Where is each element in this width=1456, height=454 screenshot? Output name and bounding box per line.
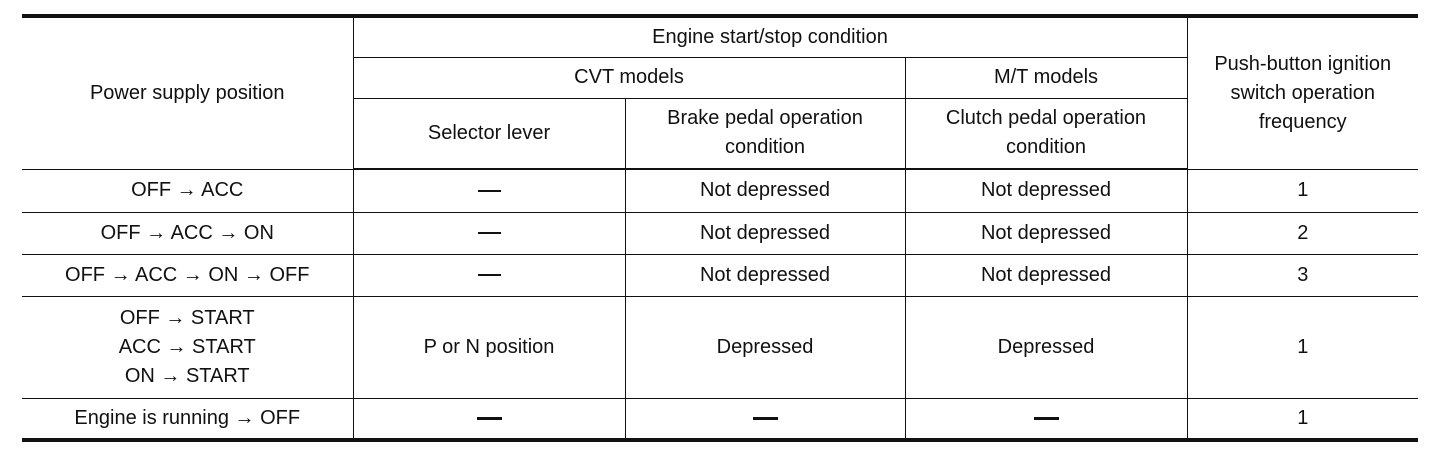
- position-line: Engine is running → OFF: [74, 406, 301, 429]
- cell-brake-pedal: Not depressed: [625, 254, 905, 296]
- table-row: [22, 169, 1418, 212]
- ignition-operation-table: [22, 14, 1418, 442]
- dash-mark: [478, 232, 501, 234]
- header-clutch-pedal-line-2: condition: [1005, 136, 1087, 159]
- cell-power-supply-position: [22, 296, 353, 398]
- header-engine-condition: Engine start/stop condition: [353, 16, 1187, 57]
- cell-frequency: 3: [1187, 254, 1418, 296]
- cell-clutch-pedal: Not depressed: [905, 212, 1187, 254]
- cell-clutch-pedal: Depressed: [905, 296, 1187, 398]
- position-line: OFF → ACC: [131, 179, 244, 201]
- cell-power-supply-position: [22, 254, 353, 296]
- cell-clutch-pedal: Not depressed: [905, 254, 1187, 296]
- cell-power-supply-position: [22, 398, 353, 440]
- dash-mark: [477, 417, 502, 420]
- header-frequency: [1187, 16, 1418, 169]
- position-line: ON → START: [124, 364, 250, 387]
- cell-frequency: 2: [1187, 212, 1418, 254]
- header-cvt-models: CVT models: [353, 57, 905, 98]
- cell-brake-pedal: Not depressed: [625, 212, 905, 254]
- header-mt-models: M/T models: [905, 57, 1187, 98]
- table-header: [22, 16, 1418, 169]
- ignition-operation-table-container: [22, 14, 1418, 442]
- table-row: [22, 296, 1418, 398]
- header-frequency-line-1: Push-button ignition: [1214, 52, 1392, 75]
- cell-frequency: 1: [1187, 169, 1418, 212]
- header-brake-pedal-line-1: Brake pedal operation: [667, 107, 863, 130]
- cell-power-supply-position: [22, 212, 353, 254]
- header-row-1: [22, 16, 1418, 57]
- table-body: [22, 169, 1418, 440]
- cell-selector-lever: [353, 254, 625, 296]
- table-row: [22, 254, 1418, 296]
- dash-mark: [478, 190, 501, 192]
- header-frequency-line-3: frequency: [1258, 110, 1347, 133]
- cell-selector-lever: [353, 212, 625, 254]
- cell-brake-pedal: [625, 398, 905, 440]
- cell-frequency: 1: [1187, 398, 1418, 440]
- dash-mark: [478, 274, 501, 276]
- cell-clutch-pedal: [905, 398, 1187, 440]
- header-power-supply-position: Power supply position: [22, 16, 353, 169]
- cell-selector-lever: [353, 398, 625, 440]
- header-brake-pedal: [625, 98, 905, 169]
- table-row: [22, 398, 1418, 440]
- cell-brake-pedal: Not depressed: [625, 169, 905, 212]
- cell-clutch-pedal: Not depressed: [905, 169, 1187, 212]
- cell-power-supply-position: [22, 169, 353, 212]
- position-line: ACC → START: [118, 335, 256, 358]
- header-selector-lever: Selector lever: [353, 98, 625, 169]
- header-clutch-pedal-line-1: Clutch pedal operation: [945, 107, 1147, 130]
- cell-selector-lever: P or N position: [353, 296, 625, 398]
- position-line: OFF → ACC → ON: [100, 221, 274, 244]
- header-brake-pedal-line-2: condition: [724, 136, 806, 159]
- position-line: OFF → ACC → ON → OFF: [65, 263, 310, 286]
- position-line: OFF → START: [119, 306, 255, 329]
- cell-brake-pedal: Depressed: [625, 296, 905, 398]
- header-frequency-line-2: switch operation: [1230, 81, 1376, 104]
- cell-frequency: 1: [1187, 296, 1418, 398]
- header-clutch-pedal: [905, 98, 1187, 169]
- table-row: [22, 212, 1418, 254]
- cell-selector-lever: [353, 169, 625, 212]
- dash-mark: [1034, 417, 1059, 420]
- dash-mark: [753, 417, 778, 420]
